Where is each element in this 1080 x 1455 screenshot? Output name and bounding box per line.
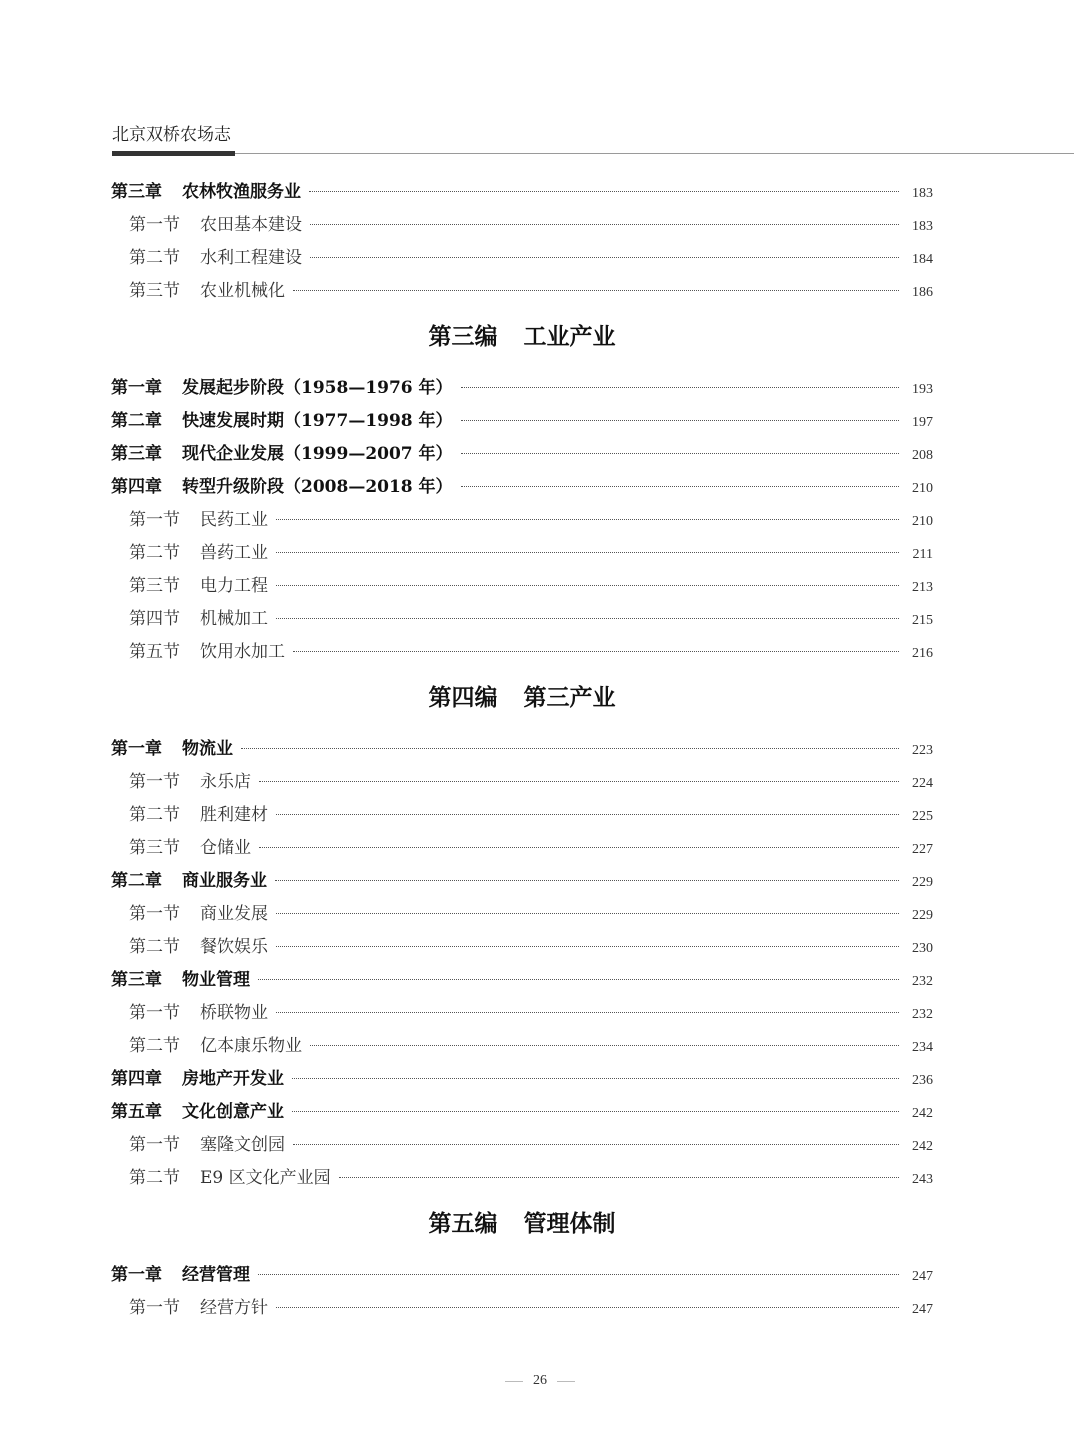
chapter-title: 农林牧渔服务业: [182, 182, 301, 202]
toc-section-entry[interactable]: [111, 1292, 933, 1325]
chapter-title: 经营管理: [182, 1265, 250, 1285]
dot-leader: [276, 518, 899, 520]
section-number: 第一节: [129, 904, 180, 924]
page-ref: 186: [912, 285, 933, 300]
page-ref: 232: [912, 1007, 933, 1022]
page-ref: 236: [912, 1073, 933, 1088]
part-heading: [111, 673, 933, 725]
chapter-title: 物流业: [182, 739, 233, 759]
page-ref: 183: [912, 219, 933, 234]
page-number: 26: [533, 1373, 547, 1388]
toc-section-entry[interactable]: [111, 898, 933, 931]
chapter-number: 第二章: [111, 871, 162, 891]
page-ref: 229: [912, 908, 933, 923]
toc-section-entry[interactable]: [111, 1030, 933, 1063]
dot-leader: [276, 584, 899, 586]
page-ref: 243: [912, 1172, 933, 1187]
toc-section-entry[interactable]: [111, 997, 933, 1030]
page-ref: 225: [912, 809, 933, 824]
section-title: 民药工业: [200, 510, 268, 530]
page-ref: 216: [912, 646, 933, 661]
chapter-number: 第二章: [111, 411, 162, 431]
section-title: 永乐店: [200, 772, 251, 792]
dot-leader: [241, 747, 899, 749]
page-ref: 197: [912, 415, 933, 430]
section-number: 第一节: [129, 215, 180, 235]
chapter-number: 第一章: [111, 739, 162, 759]
part-title: 第三产业: [523, 684, 616, 711]
section-number: 第一节: [129, 772, 180, 792]
part-title: 工业产业: [523, 323, 616, 350]
header-rule-accent: [112, 151, 235, 156]
toc-section-entry[interactable]: [111, 1162, 933, 1195]
dot-leader: [293, 289, 899, 291]
chapter-number: 第一章: [111, 1265, 162, 1285]
chapter-number: 第三章: [111, 970, 162, 990]
footer-rule-right: [557, 1381, 575, 1382]
page-ref: 242: [912, 1106, 933, 1121]
section-title: 兽药工业: [200, 543, 268, 563]
dot-leader: [259, 846, 899, 848]
dot-leader: [461, 419, 899, 421]
chapter-number: 第三章: [111, 182, 162, 202]
dot-leader: [276, 1011, 899, 1013]
chapter-title: 转型升级阶段（2008—2018 年）: [182, 477, 453, 497]
toc-section-entry[interactable]: [111, 636, 933, 669]
page-ref: 229: [912, 875, 933, 890]
chapter-title: 快速发展时期（1977—1998 年）: [182, 411, 453, 431]
section-number: 第二节: [129, 1036, 180, 1056]
page-ref: 210: [912, 514, 933, 529]
chapter-title: 发展起步阶段（1958—1976 年）: [182, 378, 453, 398]
toc-chapter-entry[interactable]: [111, 1259, 933, 1292]
page-ref: 184: [912, 252, 933, 267]
section-number: 第三节: [129, 281, 180, 301]
chapter-title: 物业管理: [182, 970, 250, 990]
toc-section-entry[interactable]: [111, 275, 933, 308]
section-title: 水利工程建设: [200, 248, 302, 268]
dot-leader: [310, 1044, 899, 1046]
section-number: 第二节: [129, 1168, 180, 1188]
dot-leader: [276, 617, 899, 619]
dot-leader: [461, 485, 899, 487]
running-header-title: 北京双桥农场志: [112, 125, 231, 145]
section-number: 第二节: [129, 805, 180, 825]
dot-leader: [293, 650, 899, 652]
chapter-number: 第一章: [111, 378, 162, 398]
section-title: 桥联物业: [200, 1003, 268, 1023]
page-ref: 210: [912, 481, 933, 496]
page-ref: 242: [912, 1139, 933, 1154]
toc-section-entry[interactable]: [111, 603, 933, 636]
page-ref: 211: [912, 547, 933, 562]
dot-leader: [310, 256, 899, 258]
page-ref: 208: [912, 448, 933, 463]
dot-leader: [461, 386, 899, 388]
chapter-number: 第四章: [111, 1069, 162, 1089]
section-title: E9 区文化产业园: [200, 1168, 331, 1188]
section-title: 亿本康乐物业: [200, 1036, 302, 1056]
dot-leader: [292, 1110, 899, 1112]
part-title: 管理体制: [523, 1210, 616, 1237]
toc-section-entry[interactable]: [111, 766, 933, 799]
page-ref: 215: [912, 613, 933, 628]
dot-leader: [276, 813, 899, 815]
part-heading: [111, 312, 933, 364]
toc-section-entry[interactable]: [111, 242, 933, 275]
chapter-title: 商业服务业: [182, 871, 267, 891]
page-ref: 247: [912, 1302, 933, 1317]
header-rule: [112, 153, 1074, 154]
page-ref: 247: [912, 1269, 933, 1284]
toc-chapter-entry[interactable]: [111, 176, 933, 209]
toc-chapter-entry[interactable]: [111, 1096, 933, 1129]
toc-section-entry[interactable]: [111, 799, 933, 832]
part-number: 第五编: [428, 1210, 498, 1237]
page-ref: 234: [912, 1040, 933, 1055]
dot-leader: [461, 452, 899, 454]
toc-section-entry[interactable]: [111, 570, 933, 603]
section-number: 第二节: [129, 248, 180, 268]
toc-chapter-entry[interactable]: [111, 471, 933, 504]
dot-leader: [276, 1306, 899, 1308]
chapter-title: 房地产开发业: [182, 1069, 284, 1089]
page-ref: 224: [912, 776, 933, 791]
chapter-title: 现代企业发展（1999—2007 年）: [182, 444, 453, 464]
dot-leader: [276, 912, 899, 914]
section-title: 农田基本建设: [200, 215, 302, 235]
section-title: 胜利建材: [200, 805, 268, 825]
section-title: 仓储业: [200, 838, 251, 858]
page-ref: 232: [912, 974, 933, 989]
section-title: 商业发展: [200, 904, 268, 924]
section-title: 农业机械化: [200, 281, 285, 301]
part-heading: [111, 1199, 933, 1251]
chapter-title: 文化创意产业: [182, 1102, 284, 1122]
dot-leader: [293, 1143, 899, 1145]
section-title: 餐饮娱乐: [200, 937, 268, 957]
section-number: 第三节: [129, 838, 180, 858]
section-title: 经营方针: [200, 1298, 268, 1318]
toc-section-entry[interactable]: [111, 537, 933, 570]
toc-chapter-entry[interactable]: [111, 865, 933, 898]
section-number: 第四节: [129, 609, 180, 629]
section-title: 塞隆文创园: [200, 1135, 285, 1155]
section-number: 第五节: [129, 642, 180, 662]
part-number: 第三编: [428, 323, 498, 350]
dot-leader: [258, 978, 899, 980]
dot-leader: [276, 551, 899, 553]
part-number: 第四编: [428, 684, 498, 711]
toc-section-entry[interactable]: [111, 1129, 933, 1162]
dot-leader: [275, 879, 899, 881]
page-ref: 230: [912, 941, 933, 956]
toc-section-entry[interactable]: [111, 832, 933, 865]
dot-leader: [259, 780, 899, 782]
section-number: 第一节: [129, 510, 180, 530]
toc-section-entry[interactable]: [111, 209, 933, 242]
page-footer: [0, 1373, 1080, 1389]
section-title: 电力工程: [200, 576, 268, 596]
page-ref: 223: [912, 743, 933, 758]
section-title: 饮用水加工: [200, 642, 285, 662]
chapter-number: 第三章: [111, 444, 162, 464]
page-ref: 183: [912, 186, 933, 201]
toc-chapter-entry[interactable]: [111, 1063, 933, 1096]
table-of-contents: [111, 176, 933, 1325]
footer-rule-left: [505, 1381, 523, 1382]
dot-leader: [292, 1077, 899, 1079]
dot-leader: [258, 1273, 899, 1275]
toc-section-entry[interactable]: [111, 504, 933, 537]
dot-leader: [339, 1176, 899, 1178]
section-number: 第三节: [129, 576, 180, 596]
page-ref: 213: [912, 580, 933, 595]
dot-leader: [276, 945, 899, 947]
chapter-number: 第五章: [111, 1102, 162, 1122]
toc-chapter-entry[interactable]: [111, 405, 933, 438]
toc-chapter-entry[interactable]: [111, 438, 933, 471]
section-number: 第二节: [129, 937, 180, 957]
section-number: 第一节: [129, 1003, 180, 1023]
section-number: 第一节: [129, 1135, 180, 1155]
toc-section-entry[interactable]: [111, 931, 933, 964]
toc-chapter-entry[interactable]: [111, 733, 933, 766]
dot-leader: [310, 223, 899, 225]
chapter-number: 第四章: [111, 477, 162, 497]
page-ref: 193: [912, 382, 933, 397]
section-number: 第一节: [129, 1298, 180, 1318]
dot-leader: [309, 190, 899, 192]
toc-chapter-entry[interactable]: [111, 964, 933, 997]
toc-chapter-entry[interactable]: [111, 372, 933, 405]
section-title: 机械加工: [200, 609, 268, 629]
page-ref: 227: [912, 842, 933, 857]
section-number: 第二节: [129, 543, 180, 563]
